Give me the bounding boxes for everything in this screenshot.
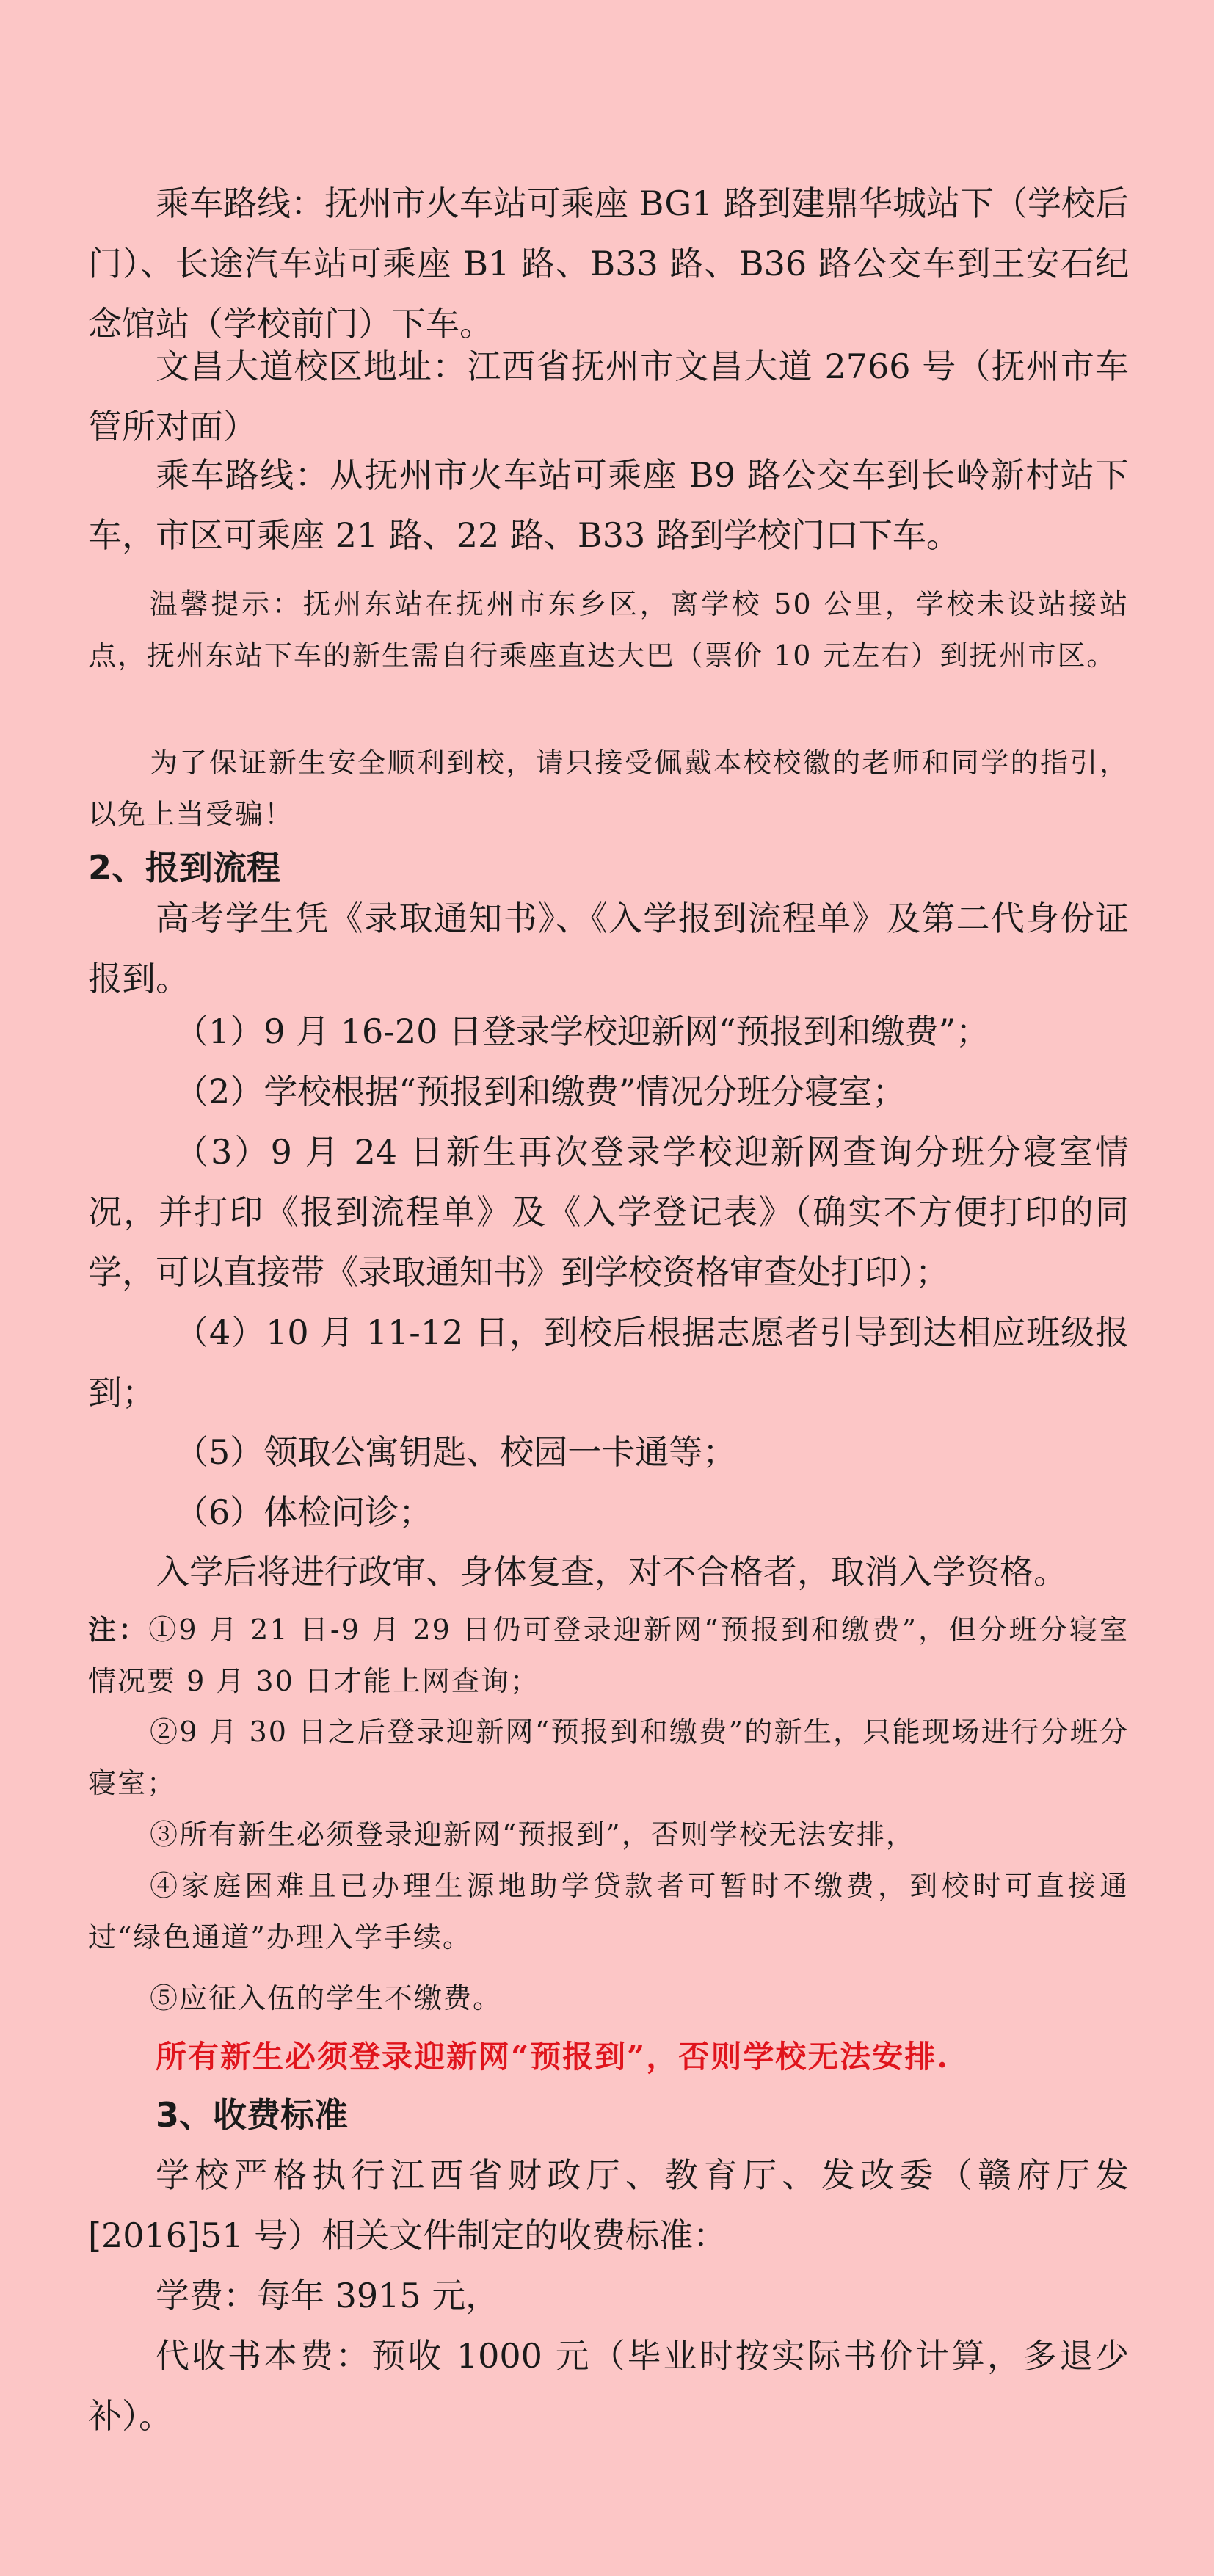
wenchang-campus-address: 文昌大道校区地址：江西省抚州市文昌大道 2766 号（抚州市车管所对面） bbox=[88, 347, 1129, 446]
registration-step-4: （4）10 月 11-12 日，到校后根据志愿者引导到达相应班级报到； bbox=[88, 1313, 1129, 1412]
registration-intro: 高考学生凭《录取通知书》、《入学报到流程单》及第二代身份证报到。 bbox=[88, 899, 1129, 998]
registration-note-3: ③所有新生必须登录迎新网“预报到”，否则学校无法安排， bbox=[150, 1818, 915, 1851]
registration-step-3: （3）9 月 24 日新生再次登录学校迎新网查询分班分寝室情况，并打印《报到流程单》及《入学登记表》（确实不方便打印的同学，可以直接带《录取通知书》到学校资格审查处打印）； bbox=[88, 1132, 1129, 1292]
note-label: 注： bbox=[88, 1613, 149, 1646]
fees-books: 代收书本费：预收 1000 元（毕业时按实际书价计算，多退少补）。 bbox=[88, 2336, 1129, 2436]
fees-tuition: 学费：每年 3915 元， bbox=[156, 2276, 500, 2315]
registration-note-4: ④家庭困难且已办理生源地助学贷款者可暂时不缴费，到校时可直接通过“绿色通道”办理入学手续。 bbox=[88, 1870, 1129, 1953]
transit-route-wenchang: 乘车路线：从抚州市火车站可乘座 B9 路公交车到长岭新村站下车，市区可乘座 21 路、22 路、B33 路到学校门口下车。 bbox=[88, 455, 1129, 555]
tip-east-station: 温馨提示：抚州东站在抚州市东乡区，离学校 50 公里，学校未设站接站点，抚州东站下车的新生需自行乘座直达大巴（票价 10 元左右）到抚州市区。 bbox=[88, 588, 1129, 672]
registration-step-5: （5）领取公寓钥匙、校园一卡通等； bbox=[175, 1432, 737, 1472]
fees-heading: 3、收费标准 bbox=[156, 2095, 349, 2135]
registration-note-5: ⑤应征入伍的学生不缴费。 bbox=[150, 1982, 503, 2014]
registration-note-1 bbox=[88, 1604, 1129, 1707]
after-entry-review: 入学后将进行政审、身体复查，对不合格者，取消入学资格。 bbox=[156, 1552, 1067, 1592]
registration-note-2: ②9 月 30 日之后登录迎新网“预报到和缴费”的新生，只能现场进行分班分寝室； bbox=[88, 1716, 1129, 1799]
registration-warning: 所有新生必须登录迎新网“预报到”，否则学校无法安排. bbox=[156, 2039, 949, 2075]
registration-step-6: （6）体检问诊； bbox=[175, 1492, 433, 1532]
registration-step-2: （2）学校根据“预报到和缴费”情况分班分寝室； bbox=[175, 1072, 906, 1111]
registration-step-1: （1）9 月 16-20 日登录学校迎新网“预报到和缴费”； bbox=[175, 1012, 990, 1051]
fees-intro: 学校严格执行江西省财政厅、教育厅、发改委（赣府厅发[2016]51 号）相关文件制定的收费标准： bbox=[88, 2155, 1129, 2255]
note-1-text: ①9 月 21 日-9 月 29 日仍可登录迎新网“预报到和缴费”，但分班分寝室情况要 9 月 30 日才能上网查询； bbox=[88, 1614, 1129, 1697]
tip-safety: 为了保证新生安全顺利到校，请只接受佩戴本校校徽的老师和同学的指引，以免上当受骗！ bbox=[88, 747, 1129, 830]
transit-route-main: 乘车路线：抚州市火车站可乘座 BG1 路到建鼎华城站下（学校后门）、长途汽车站可乘座 B1 路、B33 路、B36 路公交车到王安石纪念馆站（学校前门）下车。 bbox=[88, 184, 1129, 344]
registration-heading: 2、报到流程 bbox=[88, 848, 281, 888]
